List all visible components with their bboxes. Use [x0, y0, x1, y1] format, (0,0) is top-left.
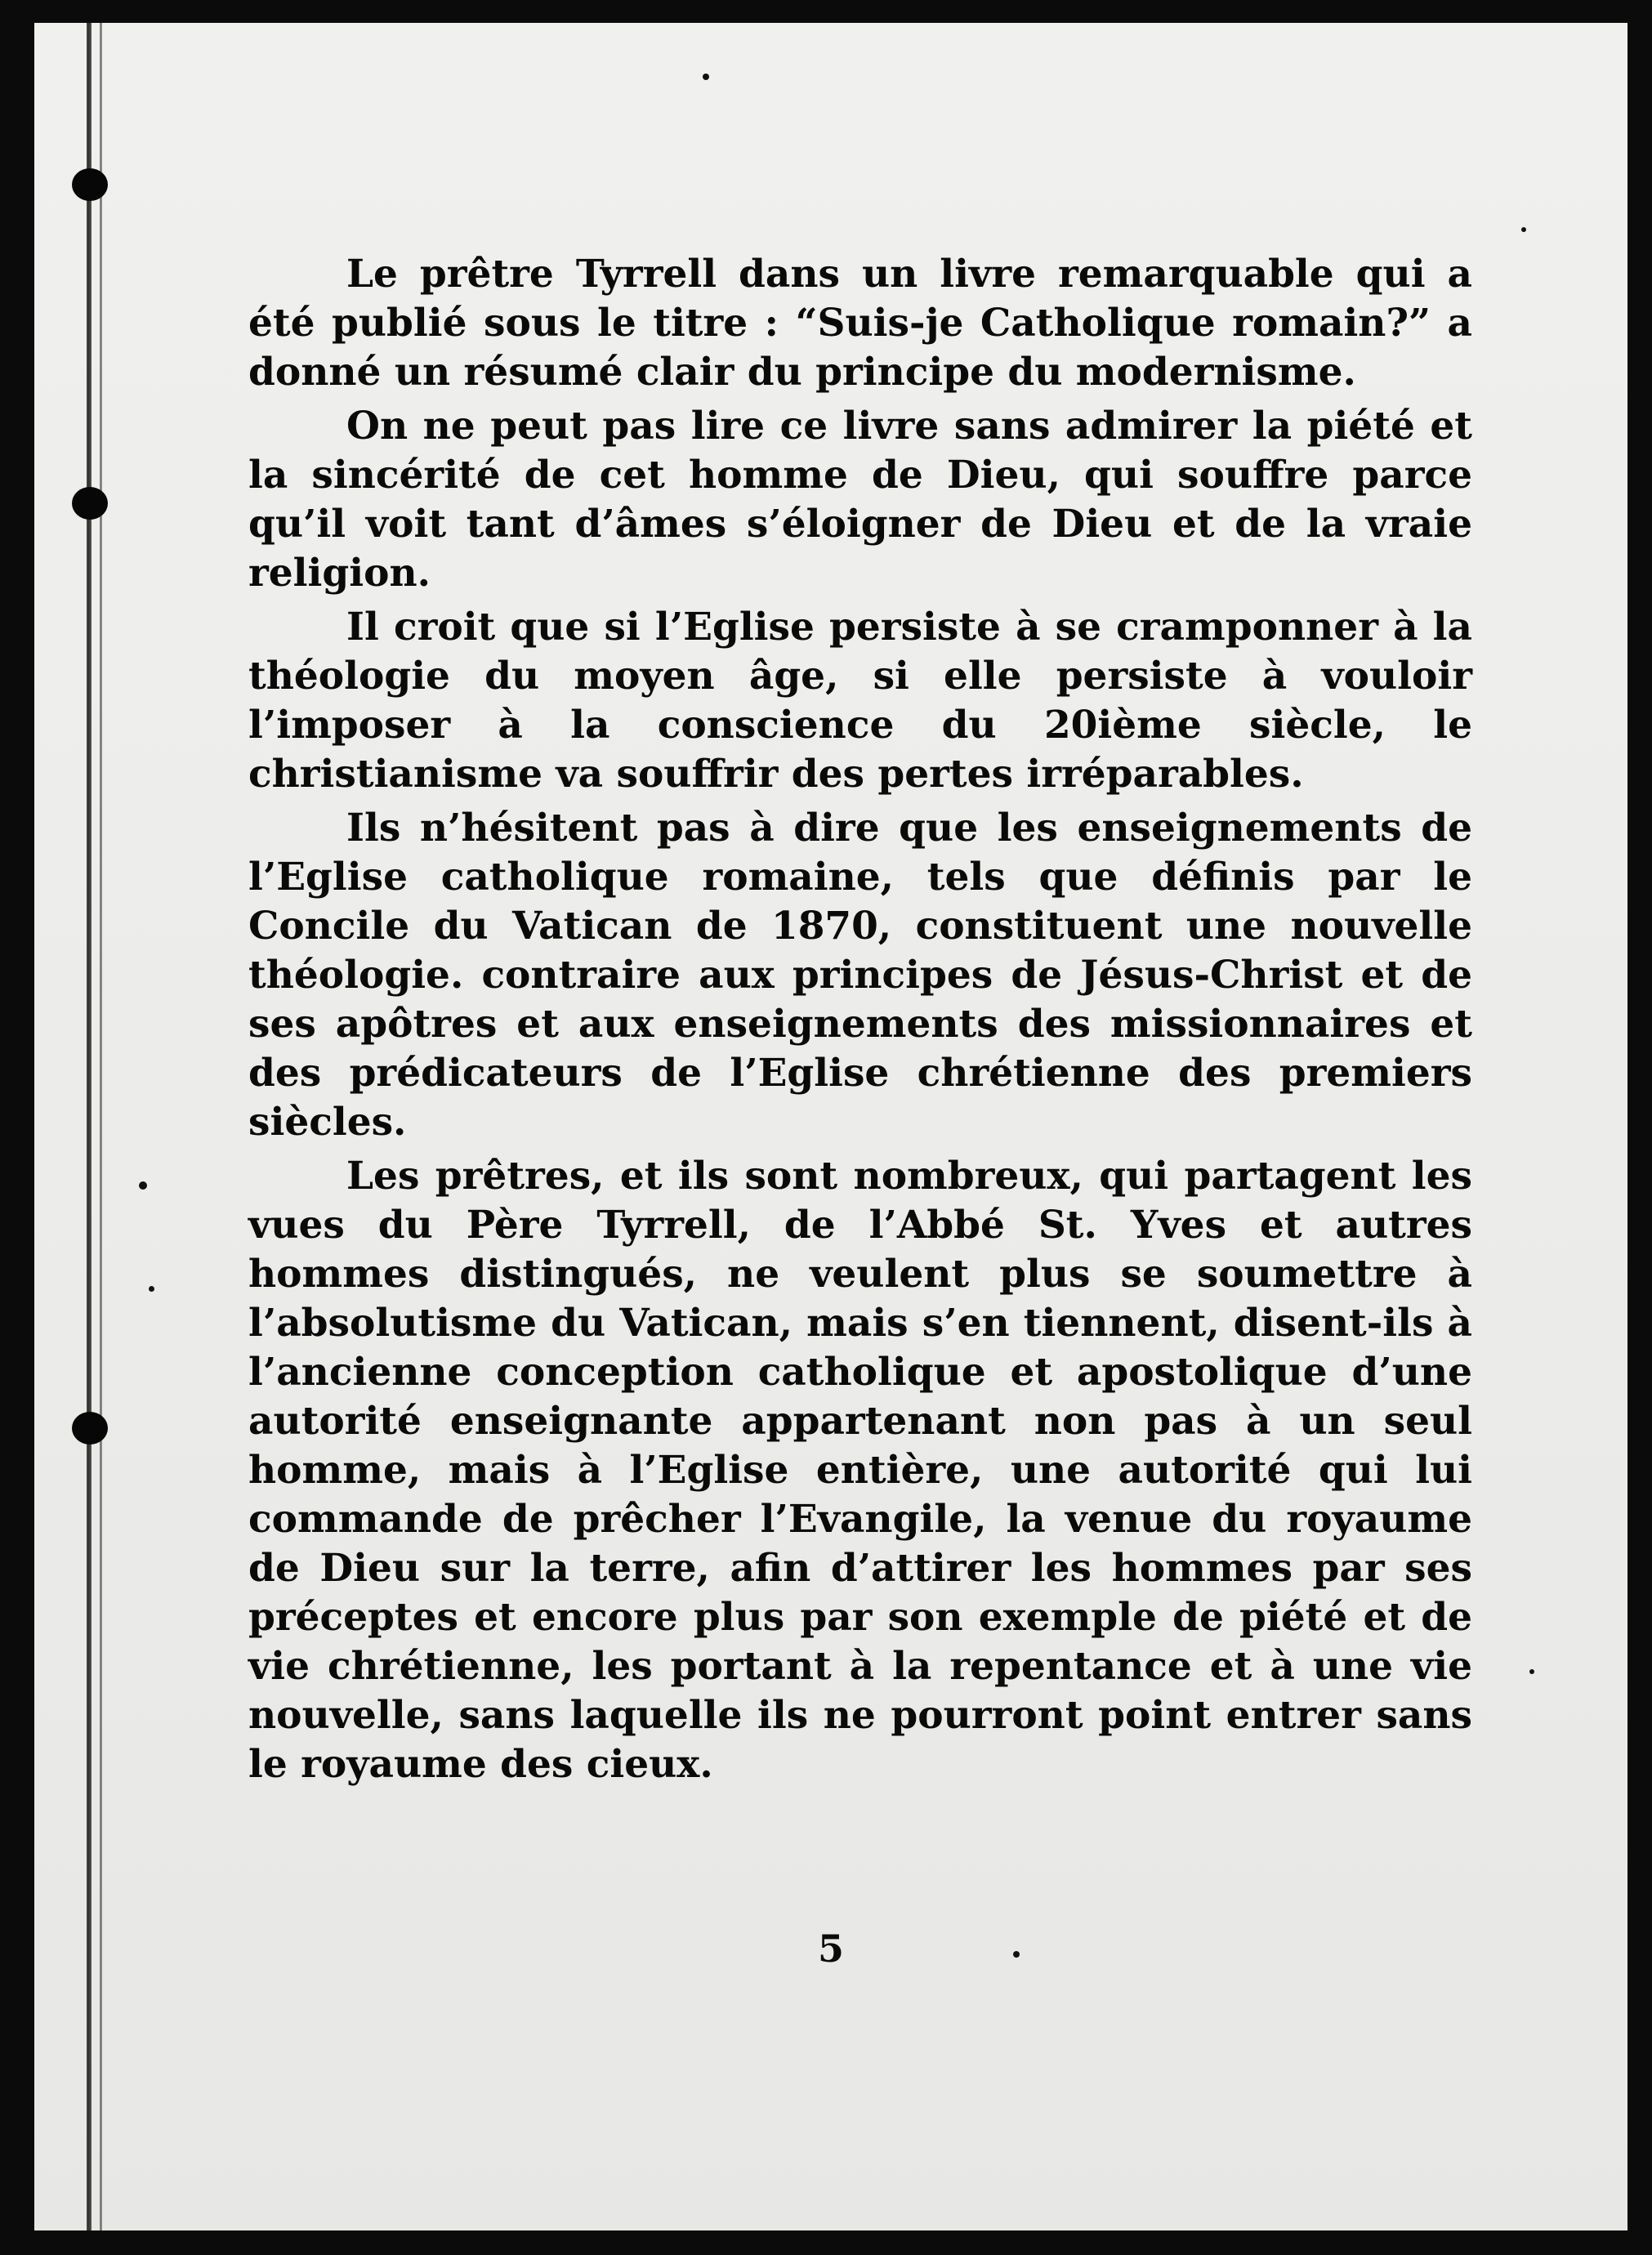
ink-speck — [1529, 1669, 1534, 1674]
paragraph-4: Ils n’hésitent pas à dire que les enseignements de l’Eglise catholique romaine, tels que définis par le Concile du Vatican de 1870, constituent une nouvelle théologie. contraire aux principes de Jésus-Christ et de ses apôtres et aux enseignements des missionnaires et des prédicateurs de l’Eglise chrétienne des premiers siècles. — [248, 806, 1472, 1145]
page-number: 5 — [817, 1927, 844, 1971]
paragraph-1: Le prêtre Tyrrell dans un livre remarquable qui a été publié sous le titre : “Suis-je Catholique romain?” a donné un résumé clair du principe du modernisme. — [248, 252, 1472, 395]
binding-edge-shadow — [100, 23, 102, 2230]
punch-hole-bottom — [72, 1412, 108, 1445]
body-text — [248, 250, 1472, 1789]
punch-hole-middle — [72, 487, 108, 520]
ink-speck — [703, 74, 709, 80]
ink-speck — [149, 1286, 154, 1292]
paragraph-3: Il croit que si l’Eglise persiste à se cramponner à la théologie du moyen âge, si elle persiste à vouloir l’imposer à la conscience du 20ième siècle, le christianisme va souffrir des pertes irréparables. — [248, 605, 1472, 797]
paragraph-2: On ne peut pas lire ce livre sans admirer la piété et la sincérité de cet homme de Dieu, qui souffre parce qu’il voit tant d’âmes s’éloigner de Dieu et de la vraie religion. — [248, 404, 1472, 596]
paragraph-5: Les prêtres, et ils sont nombreux, qui partagent les vues du Père Tyrrell, de l’Abbé St. Yves et autres hommes distingués, ne veulent plus se soumettre à l’absolutisme du Vatican, mais s’en tiennent, disent-ils à l’ancienne conception catholique et apostolique d’une autorité enseignante appartenant non pas à un seul homme, mais à l’Eglise entière, une autorité qui lui commande de prêcher l’Evangile, la venue du royaume de Dieu sur la terre, afin d’attirer les hommes par ses préceptes et encore plus par son exemple de piété et de vie chrétienne, les portant à la repentance et à une vie nouvelle, sans laquelle ils ne pourront point entrer sans le royaume des cieux. — [248, 1154, 1472, 1787]
page-sheet — [34, 23, 1627, 2230]
ink-speck — [139, 1181, 147, 1190]
punch-hole-top — [72, 168, 108, 201]
binding-edge — [87, 23, 92, 2230]
ink-speck — [1521, 227, 1526, 232]
